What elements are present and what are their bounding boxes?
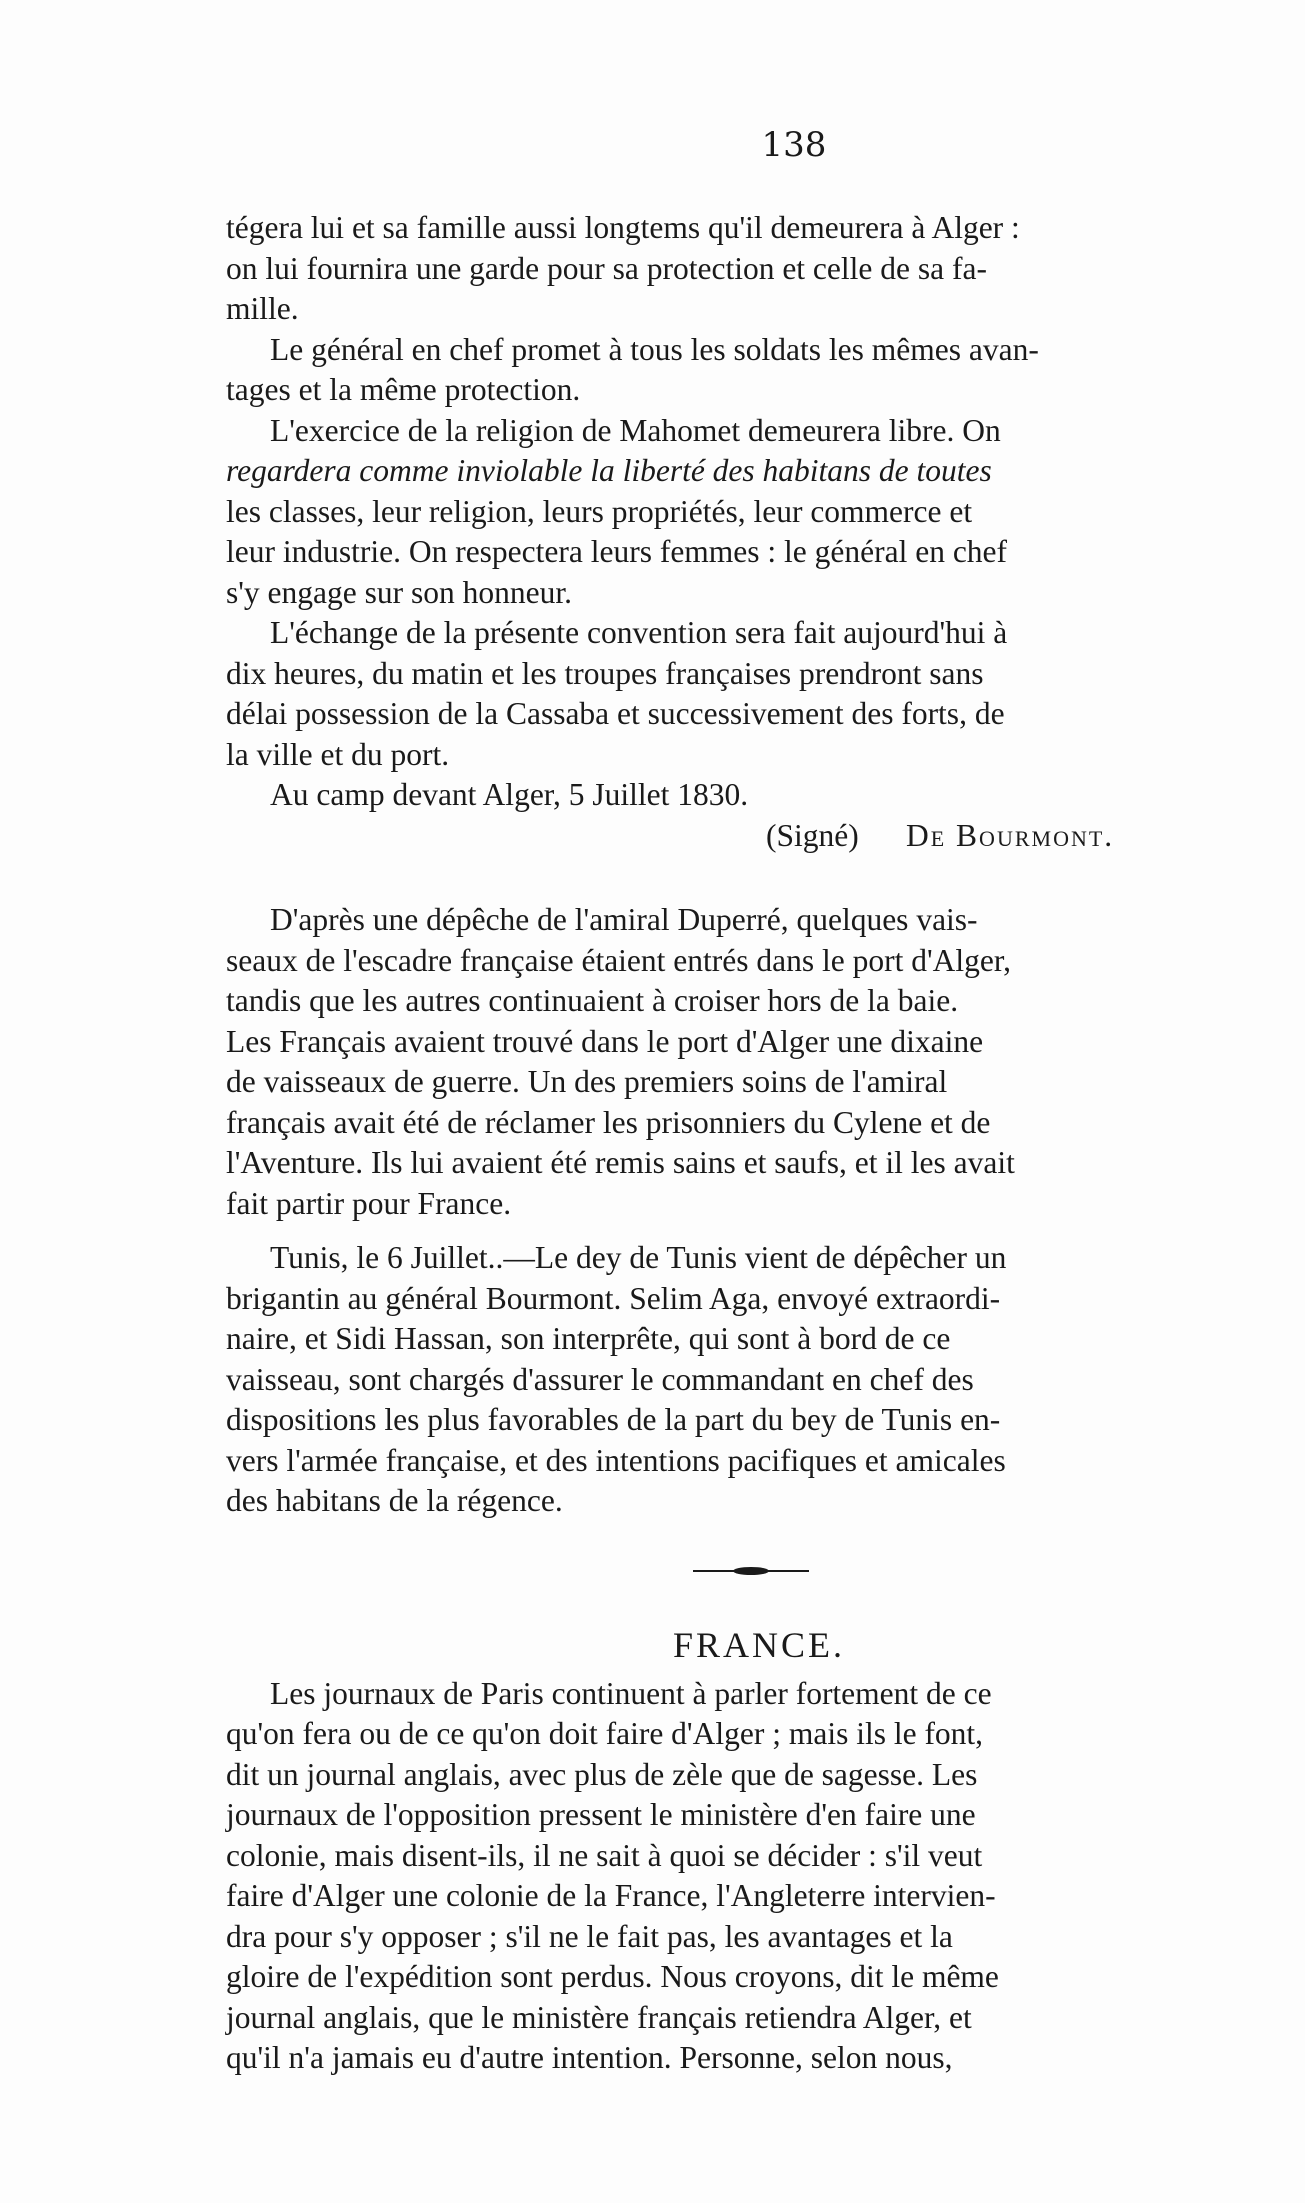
text-line: Le général en chef promet à tous les soldats les mêmes avan-: [270, 331, 1039, 367]
text-line: L'exercice de la religion de Mahomet demeurera libre. On: [270, 412, 1001, 448]
text-line: qu'on fera ou de ce qu'on doit faire d'Alger ; mais ils le font,: [226, 1716, 984, 1751]
paragraph: [226, 613, 1262, 775]
paragraph: [226, 330, 1262, 411]
text-line: vers l'armée française, et des intentions pacifiques et amicales: [226, 1442, 1006, 1478]
text-line: D'après une dépêche de l'amiral Duperré, quelques vais-: [270, 902, 978, 937]
text-line: Tunis, le 6 Juillet..—Le dey de Tunis vient de dépêcher un: [270, 1240, 1007, 1275]
text-line: fait partir pour France.: [226, 1185, 512, 1221]
paragraph: [226, 1674, 1262, 2079]
text-line: brigantin au général Bourmont. Selim Aga, envoyé extraordi-: [226, 1280, 1001, 1316]
text-line: français avait été de réclamer les prisonniers du Cylene et de: [226, 1104, 991, 1140]
signatory-name: De Bourmont.: [905, 817, 1115, 853]
section-separator-ornament: [691, 1556, 811, 1586]
text-line: L'échange de la présente convention sera fait aujourd'hui à: [270, 615, 1008, 650]
text-line: délai possession de la Cassaba et successivement des forts, de: [226, 696, 1005, 731]
text-line: Les Français avaient trouvé dans le port d'Alger une dixaine: [226, 1023, 984, 1059]
separator-rule-icon: [691, 1556, 811, 1586]
text-line: s'y engage sur son honneur.: [226, 574, 572, 610]
paragraph: [226, 208, 1262, 330]
text-line: la ville et du port.: [226, 736, 450, 772]
text-line: journal anglais, que le ministère français retiendra Alger, et: [226, 1999, 972, 2035]
text-line: l'Aventure. Ils lui avaient été remis sains et saufs, et il les avait: [226, 1145, 1015, 1180]
text-line: leur industrie. On respectera leurs femmes : le général en chef: [226, 534, 1008, 569]
spacer: [226, 856, 1262, 900]
paragraph: [226, 411, 1262, 614]
text-line: Les journaux de Paris continuent à parler fortement de ce: [270, 1675, 992, 1711]
text-line: gloire de l'expédition sont perdus. Nous croyons, dit le même: [226, 1959, 999, 1994]
text-line: dit un journal anglais, avec plus de zèle que de sagesse. Les: [226, 1756, 978, 1792]
text-line: des habitans de la régence.: [226, 1483, 563, 1518]
signed-label: (Signé): [766, 817, 859, 853]
text-line: on lui fournira une garde pour sa protection et celle de sa fa-: [226, 250, 987, 286]
text-line: naire, et Sidi Hassan, son interprête, qui sont à bord de ce: [226, 1321, 951, 1356]
text-line: de vaisseaux de guerre. Un des premiers soins de l'amiral: [226, 1064, 948, 1099]
text-line: Au camp devant Alger, 5 Juillet 1830.: [270, 777, 749, 812]
text-line: regardera comme inviolable la liberté des habitans de toutes: [226, 453, 992, 488]
text-column: [226, 118, 1262, 2079]
text-line: dix heures, du matin et les troupes françaises prendront sans: [226, 655, 984, 691]
text-line: seaux de l'escadre française étaient entrés dans le port d'Alger,: [226, 942, 1011, 978]
text-line: tandis que les autres continuaient à croiser hors de la baie.: [226, 983, 959, 1018]
text-line: dispositions les plus favorables de la part du bey de Tunis en-: [226, 1402, 1001, 1437]
signature: [226, 816, 1262, 857]
text-line: tages et la même protection.: [226, 372, 581, 407]
spacer: [226, 1224, 1262, 1238]
text-line: tégera lui et sa famille aussi longtems qu'il demeurera à Alger :: [226, 210, 1020, 245]
text-line: faire d'Alger une colonie de la France, l'Angleterre intervien-: [226, 1878, 996, 1913]
text-line: vaisseau, sont chargés d'assurer le commandant en chef des: [226, 1361, 974, 1397]
text-line: dra pour s'y opposer ; s'il ne le fait pas, les avantages et la: [226, 1918, 953, 1954]
paragraph: [226, 900, 1262, 1224]
paragraph: [226, 1238, 1262, 1522]
section-heading: FRANCE.: [672, 1624, 846, 1665]
page-number: 138: [761, 125, 827, 165]
text-line: colonie, mais disent-ils, il ne sait à quoi se décider : s'il veut: [226, 1837, 983, 1873]
text-line: journaux de l'opposition pressent le ministère d'en faire une: [226, 1797, 976, 1832]
text-line: qu'il n'a jamais eu d'autre intention. Personne, selon nous,: [226, 2040, 953, 2075]
text-line: mille.: [226, 291, 299, 326]
text-line: les classes, leur religion, leurs propriétés, leur commerce et: [226, 493, 973, 529]
dateline: [226, 775, 1262, 816]
